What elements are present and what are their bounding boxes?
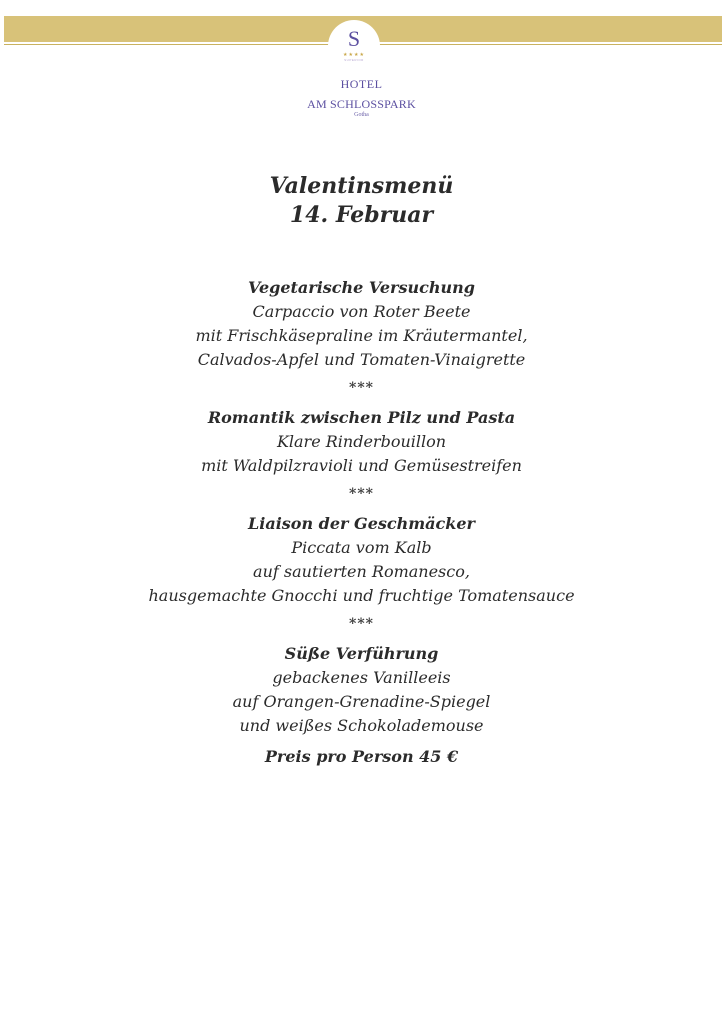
logo-letter: S bbox=[347, 26, 361, 51]
menu-title: Valentinsmenü bbox=[269, 173, 454, 199]
hotel-name-line2: AM SCHLOSSPARK bbox=[307, 97, 416, 111]
course-line: mit Frischkäsepraline im Kräutermantel, bbox=[195, 326, 528, 345]
course-separator: *** bbox=[349, 486, 374, 502]
course-4 bbox=[0, 642, 723, 738]
course-line: Calvados-Apfel und Tomaten-Vinaigrette bbox=[197, 350, 526, 369]
course-line: auf Orangen-Grenadine-Spiegel bbox=[232, 692, 491, 711]
course-2 bbox=[0, 406, 723, 478]
menu-content bbox=[0, 172, 723, 769]
hotel-name bbox=[0, 76, 723, 119]
hotel-logo bbox=[328, 20, 380, 72]
hotel-city: Gotha bbox=[354, 112, 369, 118]
course-title: Süße Verführung bbox=[284, 644, 439, 663]
course-title: Liaison der Geschmäcker bbox=[248, 514, 475, 533]
logo-stars-icon: ★★★★ bbox=[343, 52, 365, 58]
course-line: Piccata vom Kalb bbox=[291, 538, 432, 557]
course-title: Vegetarische Versuchung bbox=[248, 278, 475, 297]
course-3 bbox=[0, 512, 723, 608]
course-line: Klare Rinderbouillon bbox=[276, 432, 447, 451]
price-per-person: Preis pro Person 45 € bbox=[264, 747, 459, 766]
course-line: gebackenes Vanilleeis bbox=[272, 668, 451, 687]
course-line: hausgemachte Gnocchi und fruchtige Tomatensauce bbox=[148, 586, 575, 605]
course-line: auf sautierten Romanesco, bbox=[253, 562, 470, 581]
course-separator: *** bbox=[349, 380, 374, 396]
menu-date: 14. Februar bbox=[289, 202, 434, 228]
logo-subtext: SUPERIOR bbox=[344, 58, 364, 62]
course-line: Carpaccio von Roter Beete bbox=[252, 302, 471, 321]
course-line: mit Waldpilzravioli und Gemüsestreifen bbox=[201, 456, 522, 475]
course-separator: *** bbox=[349, 616, 374, 632]
course-1 bbox=[0, 276, 723, 372]
course-line: und weißes Schokolademouse bbox=[239, 716, 484, 735]
course-title: Romantik zwischen Pilz und Pasta bbox=[207, 408, 516, 427]
hotel-name-line1: HOTEL bbox=[340, 77, 383, 91]
